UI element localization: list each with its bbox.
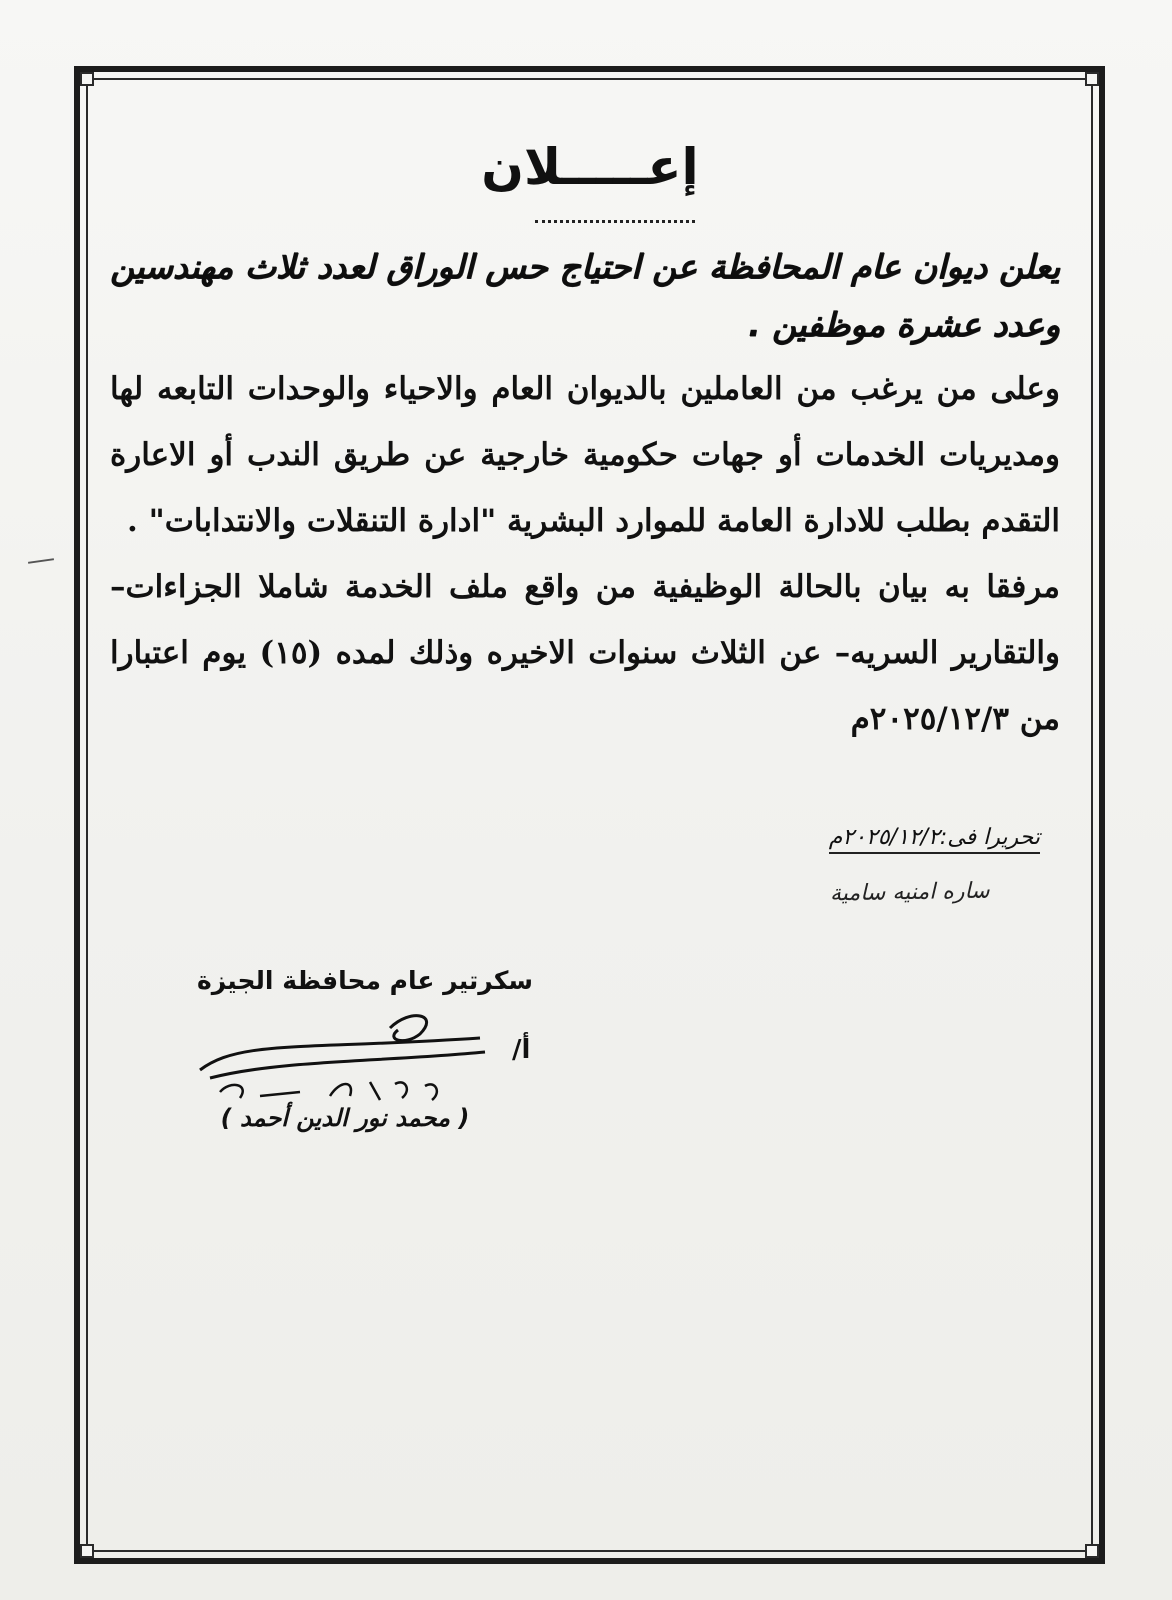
- announcement-body: [110, 356, 1060, 752]
- date-line: تحريرا فى:٢٠٢٥/١٢/٢م: [829, 825, 1040, 854]
- corner-ornament: [1085, 72, 1099, 86]
- announcement-title: إعـــــلان: [481, 138, 699, 196]
- handwritten-signature: [180, 1000, 500, 1110]
- title-underline: [535, 220, 695, 223]
- signatory-prefix: أ/: [512, 1035, 531, 1065]
- announcement-headline: يعلن ديوان عام المحافظة عن احتياج حس الوراق لعدد ثلاث مهندسين وعدد عشرة موظفين .: [110, 247, 1060, 344]
- corner-ornament: [1085, 1544, 1099, 1558]
- handwritten-note: ساره امنيه سامية: [830, 878, 991, 907]
- signatory-name: ( محمد نور الدين أحمد ): [220, 1104, 470, 1132]
- margin-mark: [28, 558, 54, 564]
- body-paragraph-1: وعلى من يرغب من العاملين بالديوان العام والاحياء والوحدات التابعه لها ومديريات الخدمات أو جهات حكومية خارجية عن طريق الندب أو الاعارة التقدم بطلب للادارة العامة للموارد البشرية "ادارة التنقلات والانتدابات" .: [110, 371, 1060, 539]
- corner-ornament: [80, 1544, 94, 1558]
- body-paragraph-2: مرفقا به بيان بالحالة الوظيفية من واقع ملف الخدمة شاملا الجزاءات– والتقارير السريه– عن الثلاث سنوات الاخيره وذلك لمده (١٥) يوم اعتبارا من ٢٠٢٥/١٢/٣م: [110, 569, 1060, 737]
- corner-ornament: [80, 72, 94, 86]
- signatory-title: سكرتير عام محافظة الجيزة: [197, 966, 533, 995]
